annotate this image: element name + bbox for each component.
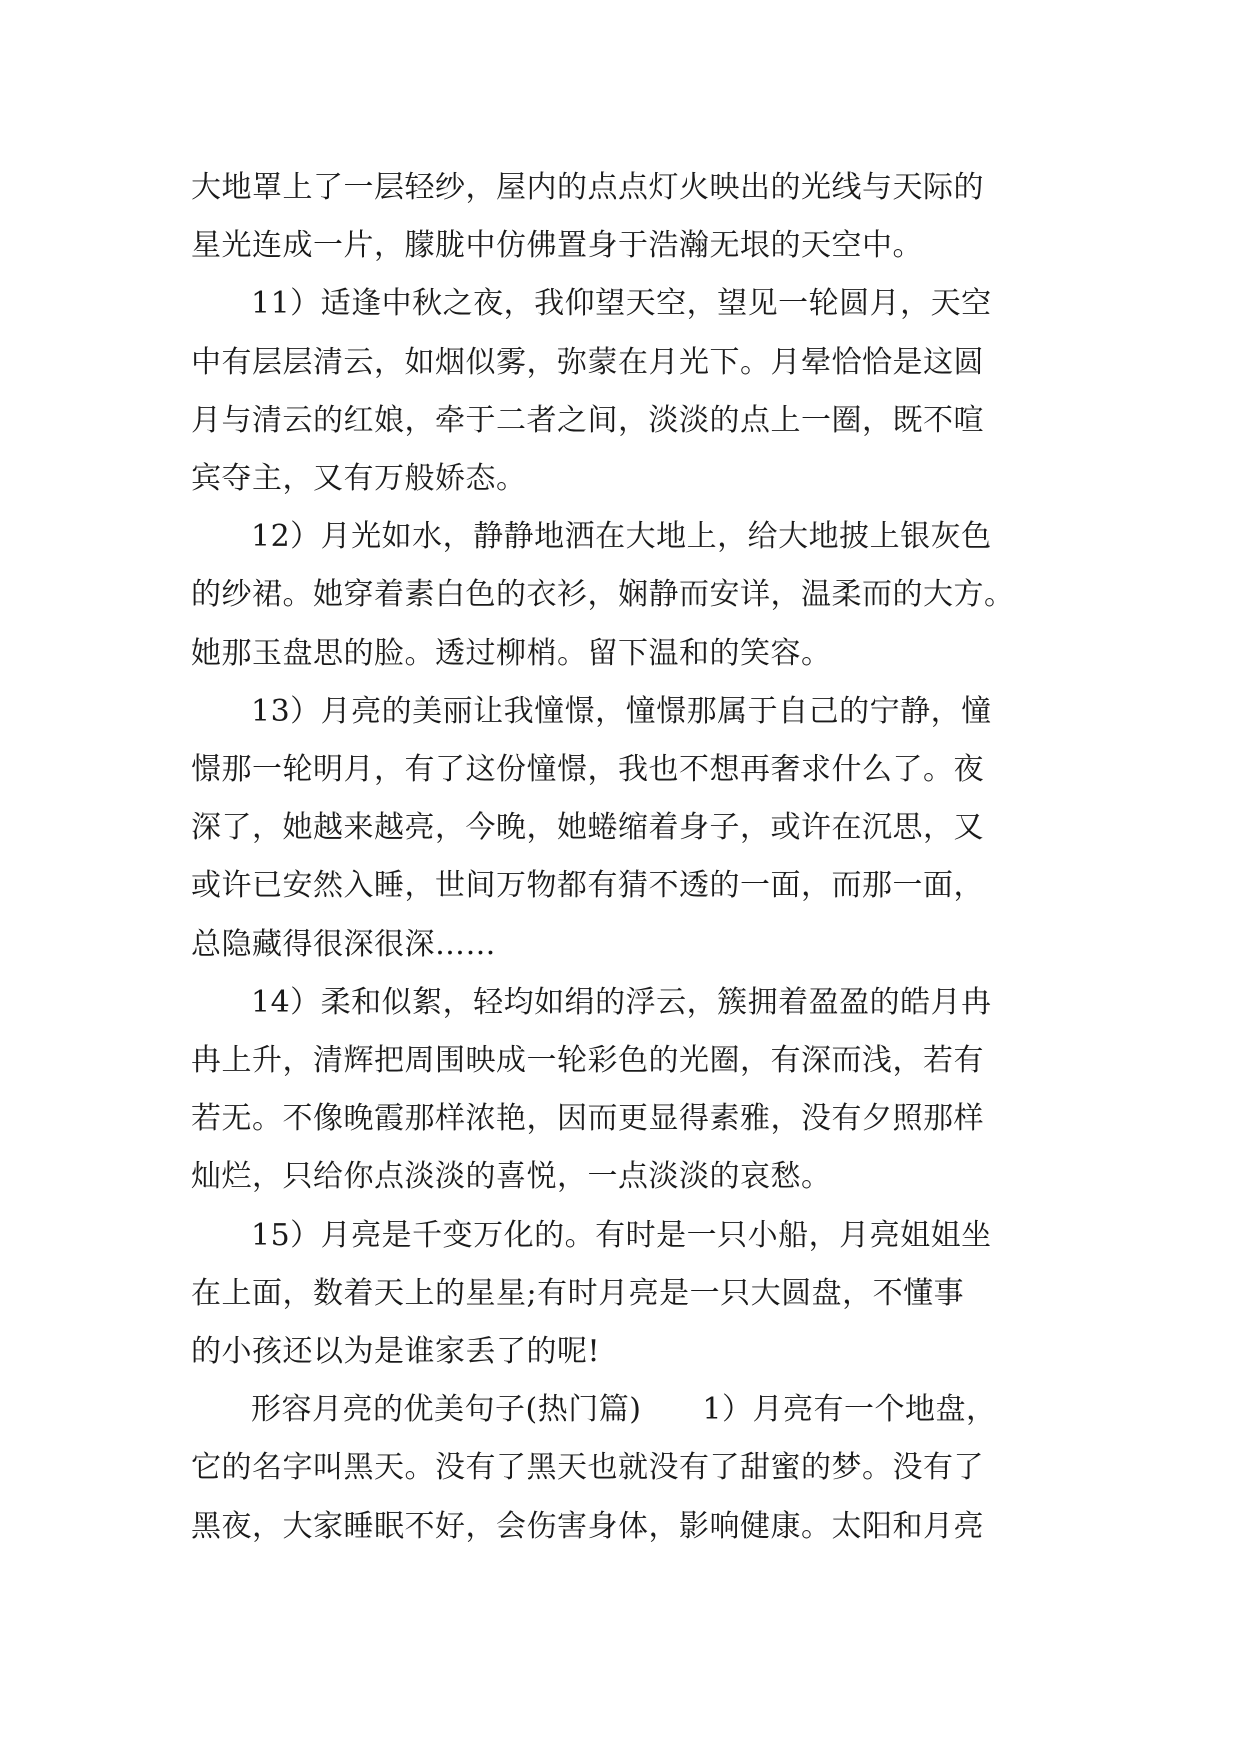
text-line: 星光连成一片，朦胧中仿佛置身于浩瀚无垠的天空中。 — [191, 228, 923, 264]
text-line: 12）月光如水，静静地洒在大地上，给大地披上银灰色 — [251, 519, 992, 555]
paragraph — [191, 159, 1051, 275]
text-line: 大地罩上了一层轻纱，屋内的点点灯火映出的光线与天际的 — [191, 170, 984, 205]
paragraph — [191, 683, 1051, 974]
text-line: 灿烂，只给你点淡淡的喜悦，一点淡淡的哀愁。 — [191, 1159, 832, 1195]
text-line: 中有层层清云，如烟似雾，弥蒙在月光下。月晕恰恰是这圆 — [191, 344, 984, 380]
text-line: 在上面，数着天上的星星;有时月亮是一只大圆盘，不懂事 — [191, 1275, 965, 1311]
document-body — [191, 159, 1051, 1556]
text-line: 月与清云的红娘，牵于二者之间，淡淡的点上一圈，既不喧 — [191, 402, 984, 438]
text-line: 宾夺主，又有万般娇态。 — [191, 461, 527, 497]
text-line: 的小孩还以为是谁家丢了的呢! — [191, 1334, 601, 1370]
text-line: 11）适逢中秋之夜，我仰望天空，望见一轮圆月，天空 — [251, 286, 992, 322]
text-line: 它的名字叫黑天。没有了黑天也就没有了甜蜜的梦。没有了 — [191, 1450, 984, 1486]
text-line: 14）柔和似絮，轻均如绢的浮云，簇拥着盈盈的皓月冉 — [251, 984, 992, 1020]
text-line: 黑夜，大家睡眠不好，会伤害身体，影响健康。太阳和月亮 — [191, 1508, 984, 1544]
text-line: 若无。不像晚霞那样浓艳，因而更显得素雅，没有夕照那样 — [191, 1101, 984, 1137]
paragraph — [191, 508, 1051, 683]
text-line: 冉上升，清辉把周围映成一轮彩色的光圈，有深而浅，若有 — [191, 1043, 984, 1079]
text-line: 15）月亮是千变万化的。有时是一只小船，月亮姐姐坐 — [251, 1217, 992, 1253]
text-line: 或许已安然入睡，世间万物都有猜不透的一面，而那一面， — [191, 868, 984, 904]
paragraph — [191, 1381, 1051, 1556]
text-line: 她那玉盘思的脸。透过柳梢。留下温和的笑容。 — [191, 635, 832, 671]
paragraph — [191, 974, 1051, 1207]
text-line: 憬那一轮明月，有了这份憧憬，我也不想再奢求什么了。夜 — [191, 752, 984, 788]
text-line: 13）月亮的美丽让我憧憬，憧憬那属于自己的宁静，憧 — [251, 693, 992, 729]
paragraph — [191, 1207, 1051, 1382]
text-line: 总隐藏得很深很深…… — [191, 926, 496, 962]
text-line: 的纱裙。她穿着素白色的衣衫，娴静而安详，温柔而的大方。 — [191, 577, 1015, 613]
text-line: 形容月亮的优美句子(热门篇) 1）月亮有一个地盘， — [251, 1392, 997, 1428]
text-line: 深了，她越来越亮，今晚，她蜷缩着身子，或许在沉思，又 — [191, 810, 984, 846]
paragraph — [191, 275, 1051, 508]
